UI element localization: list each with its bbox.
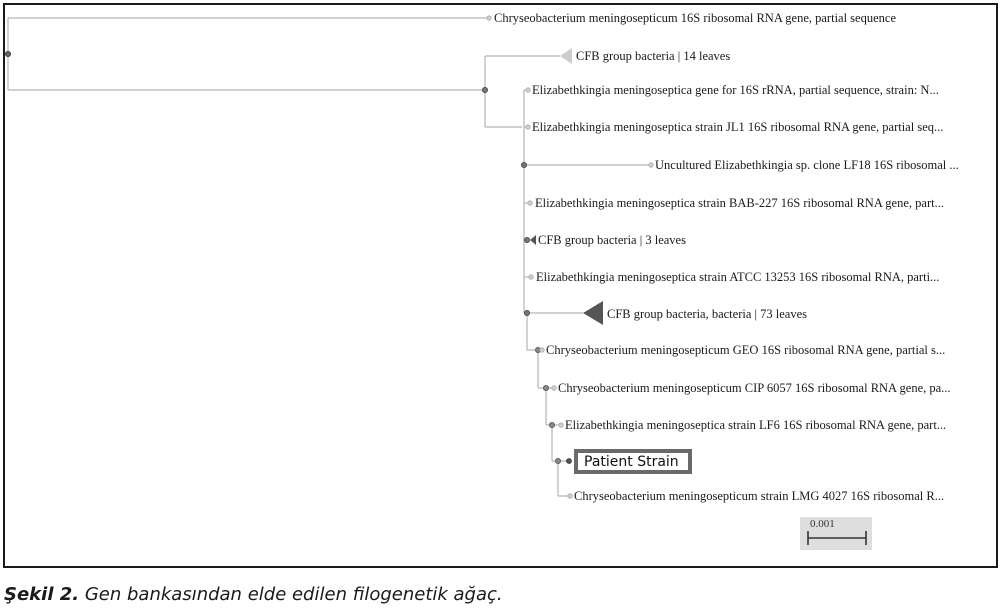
collapsed-clade-triangle[interactable] [560,48,572,64]
leaf-label[interactable]: CFB group bacteria | 14 leaves [576,49,731,63]
leaf-label[interactable]: Elizabethkingia meningoseptica strain ATCC 13253 16S ribosomal RNA, parti... [536,270,940,284]
leaf-label[interactable]: CFB group bacteria | 3 leaves [538,233,686,247]
leaf-label[interactable]: Chryseobacterium meningosepticum GEO 16S ribosomal RNA gene, partial s... [546,343,946,357]
leaf-label[interactable]: Elizabethkingia meningoseptica strain JL1 16S ribosomal RNA gene, partial seq... [532,120,944,134]
node-dot[interactable] [482,87,487,92]
node-dot[interactable] [549,422,554,427]
node-dot[interactable] [524,310,529,315]
leaf-dot[interactable] [487,16,491,20]
leaf-label[interactable]: CFB group bacteria, bacteria | 73 leaves [607,307,807,321]
leaf-dot[interactable] [526,125,530,129]
leaf-dot[interactable] [528,201,532,205]
node-dot[interactable] [521,162,526,167]
leaf-dot[interactable] [552,386,556,390]
tree-nodes [5,51,560,463]
leaf-dot[interactable] [649,163,653,167]
leaf-dot[interactable] [540,348,544,352]
leaf-dot[interactable] [529,275,533,279]
collapsed-clade-triangle[interactable] [530,235,536,245]
collapsed-clade-triangle[interactable] [583,301,603,325]
leaf-label[interactable]: Elizabethkingia meningoseptica strain LF6 16S ribosomal RNA gene, part... [565,418,947,432]
leaf-label[interactable]: Elizabethkingia meningoseptica strain BAB-227 16S ribosomal RNA gene, part... [535,196,944,210]
leaf-label[interactable]: Chryseobacterium meningosepticum CIP 6057 16S ribosomal RNA gene, pa... [558,381,951,395]
figure-caption [4,584,503,605]
leaf-dot[interactable] [567,459,572,464]
leaf-label[interactable]: Elizabethkingia meningoseptica gene for 16S rRNA, partial sequence, strain: N... [532,83,939,97]
caption-text: Gen bankasından elde edilen filogenetik ağaç. [79,584,503,605]
node-dot[interactable] [555,458,560,463]
leaf-label[interactable]: Uncultured Elizabethkingia sp. clone LF18 16S ribosomal ... [655,158,959,172]
scale-bar [800,517,872,550]
leaf-label[interactable]: Chryseobacterium meningosepticum strain LMG 4027 16S ribosomal R... [574,489,945,503]
leaf-dot[interactable] [559,423,563,427]
node-dot[interactable] [5,51,10,56]
leaf-labels [494,11,959,503]
node-dot[interactable] [524,237,529,242]
scale-bar-label: 0.001 [810,518,835,530]
node-dot[interactable] [543,385,548,390]
leaf-dot[interactable] [526,88,530,92]
patient-strain-label[interactable]: Patient Strain [584,454,679,470]
leaf-label[interactable]: Chryseobacterium meningosepticum 16S ribosomal RNA gene, partial sequence [494,11,896,25]
caption-prefix: Şekil 2. [4,584,80,605]
leaf-dot[interactable] [568,494,572,498]
